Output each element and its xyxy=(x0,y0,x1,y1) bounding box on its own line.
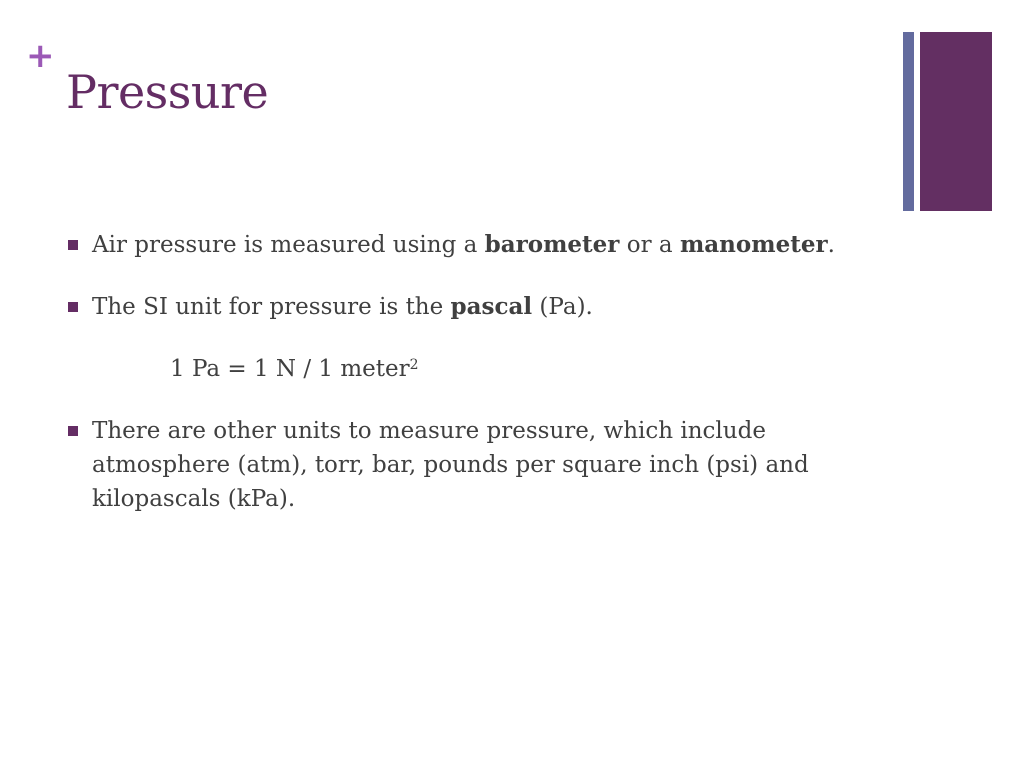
bullet-text: (Pa). xyxy=(532,294,593,320)
bullet-square-icon xyxy=(68,240,78,250)
bold-term-barometer: barometer xyxy=(484,231,620,258)
bullet-text: The SI unit for pressure is the xyxy=(92,294,451,320)
bullet-square-icon xyxy=(68,426,78,436)
bullet-item-barometer xyxy=(68,228,908,262)
formula-text: 1 Pa = 1 N / 1 meter xyxy=(170,356,410,382)
decorative-thick-bar xyxy=(920,32,992,211)
bullet-text: There are other units to measure pressure, which include atmosphere (atm), torr, bar, pounds per square inch (psi) and kilopascals (kPa). xyxy=(92,418,809,512)
slide-body xyxy=(68,228,908,516)
decorative-thin-bar xyxy=(903,32,914,211)
plus-icon: + xyxy=(26,36,55,76)
bold-term-pascal: pascal xyxy=(450,293,533,320)
bullet-item-si-unit xyxy=(68,290,908,324)
bullet-text: . xyxy=(827,232,835,258)
bullet-text: Air pressure is measured using a xyxy=(92,232,485,258)
bullet-item-other-units xyxy=(68,414,908,516)
pascal-formula xyxy=(68,352,908,386)
bullet-text: or a xyxy=(619,232,680,258)
formula-exponent: 2 xyxy=(409,357,419,373)
slide-title: Pressure xyxy=(66,65,269,119)
bold-term-manometer: manometer xyxy=(679,231,828,258)
bullet-square-icon xyxy=(68,302,78,312)
